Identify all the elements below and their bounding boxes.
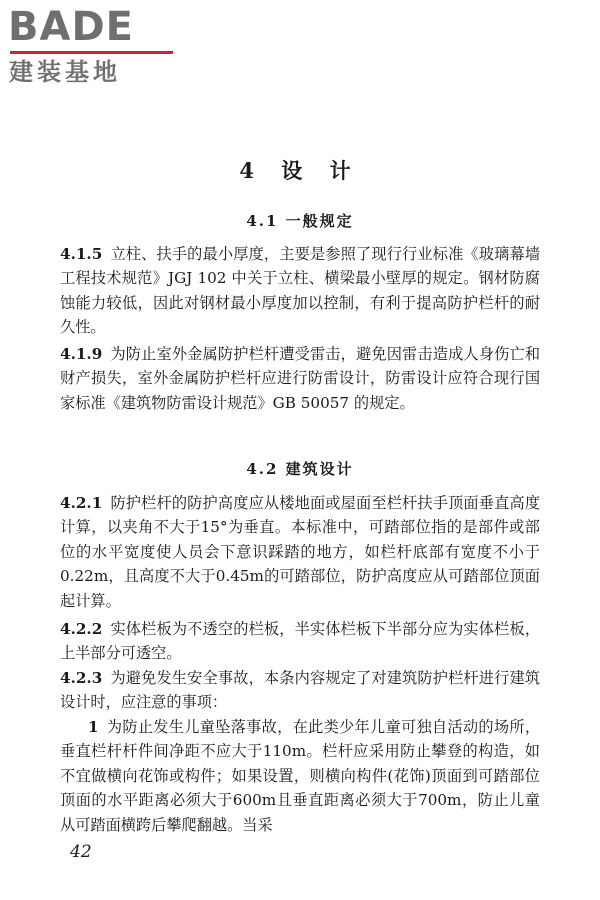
clause-number: 4.2.3 (60, 669, 103, 687)
clause-4-2-1 (60, 491, 540, 613)
chapter-title: 4 设 计 (239, 158, 361, 183)
clause-4-1-5 (60, 242, 540, 340)
clause-4-2-2 (60, 617, 540, 666)
clause-text: 立柱、扶手的最小厚度，主要是参照了现行行业标准《玻璃幕墙工程技术规范》JGJ 102 中关于立柱、横梁最小壁厚的规定。钢材防腐蚀能力较低，因此对钢材最小厚度加以控制，有利于提高防护栏杆的耐久性。 (60, 245, 540, 337)
logo-divider (10, 51, 173, 54)
section-title-4-1: 4.1 一般规定 (246, 212, 354, 230)
clause-number: 4.2.2 (60, 620, 103, 638)
clause-text: 为避免发生安全事故，本条内容规定了对建筑防护栏杆进行建筑设计时，应注意的事项： (60, 669, 540, 712)
item-text: 为防止发生儿童坠落事故，在此类少年儿童可独自活动的场所，垂直栏杆杆件间净距不应大于110m。栏杆应采用防止攀登的构造，如不宜做横向花饰或构件；如果设置，则横向构件(花饰)顶面到可踏部位顶面的水平距离必须大于600m且垂直距离必须大于700m，防止儿童从可踏面横跨后攀爬翻越。当采 (60, 718, 540, 834)
page-number: 42 (70, 842, 92, 862)
clause-4-2-3 (60, 666, 540, 715)
clause-4-1-9 (60, 342, 540, 415)
logo-subtitle: 建装基地 (9, 58, 121, 86)
section-title-4-2: 4.2 建筑设计 (246, 460, 354, 478)
clause-4-2-3-item-1 (60, 715, 540, 837)
clause-number: 4.1.5 (60, 245, 103, 263)
bade-logo (8, 4, 178, 90)
item-number: 1 (88, 718, 99, 736)
clause-text: 为防止室外金属防护栏杆遭受雷击，避免因雷击造成人身伤亡和财产损失，室外金属防护栏杆应进行防雷设计，防雷设计应符合现行国家标准《建筑物防雷设计规范》GB 50057 的规定。 (60, 345, 540, 412)
clause-text: 实体栏板为不透空的栏板，半实体栏板下半部分应为实体栏板，上半部分可透空。 (60, 620, 540, 663)
clause-number: 4.2.1 (60, 494, 103, 512)
clause-text: 防护栏杆的防护高度应从楼地面或屋面至栏杆扶手顶面垂直高度计算，以夹角不大于15°为垂直。本标准中，可踏部位指的是部件或部位的水平宽度使人员会下意识踩踏的地方，如栏杆底部有宽度不小于0.22m，且高度不大于0.45m的可踏部位，防护高度应从可踏部位顶面起计算。 (60, 494, 540, 610)
logo-wordmark: BADE (8, 4, 134, 50)
clause-number: 4.1.9 (60, 345, 103, 363)
